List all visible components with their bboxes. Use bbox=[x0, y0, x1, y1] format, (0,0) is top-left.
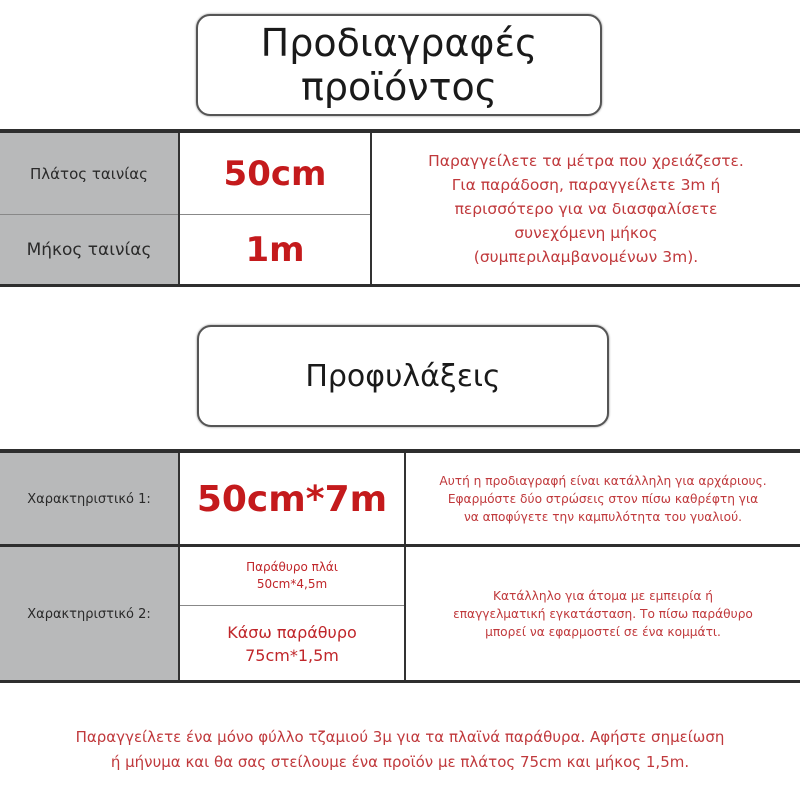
table-border-bottom bbox=[0, 284, 800, 287]
label-feature2: Χαρακτηριστικό 2: bbox=[27, 606, 151, 622]
value-length: 1m bbox=[245, 229, 305, 270]
feature2-note-line: Κατάλληλο για άτομα με εμπειρία ή bbox=[493, 589, 713, 603]
option-side-size: 50cm*4,5m bbox=[256, 577, 328, 591]
spec-note-line: (συμπεριλαμβανομένων 3m). bbox=[473, 248, 699, 266]
option-side-name: Παράθυρο πλάι bbox=[246, 560, 338, 574]
precautions-title-box bbox=[197, 325, 609, 427]
feature2-option-side bbox=[180, 547, 404, 605]
spec-note-line: Για παράδοση, παραγγείλετε 3m ή bbox=[451, 176, 721, 194]
feature2-note-line: επαγγελματική εγκατάσταση. Το πίσω παράθυρο bbox=[453, 607, 753, 621]
feature1-note-line: Αυτή η προδιαγραφή είναι κατάλληλη για αρχάριους. bbox=[439, 474, 767, 488]
feature1-note-line: Εφαρμόστε δύο στρώσεις στον πίσω καθρέφτη για bbox=[447, 492, 759, 506]
value-feature1: 50cm*7m bbox=[196, 478, 388, 520]
precautions-title: Προφυλάξεις bbox=[305, 358, 501, 394]
option-rear-name: Κάσω παράθυρο bbox=[227, 622, 357, 642]
spec-title-line1: Προδιαγραφές bbox=[260, 21, 538, 65]
label-cell-feature1 bbox=[0, 453, 178, 545]
spec-note-line: συνεχόμενη μήκος bbox=[514, 224, 658, 242]
feature2-option-rear bbox=[180, 606, 404, 681]
footer-note-line1: Παραγγείλετε ένα μόνο φύλλο τζαμιού 3μ για τα πλαϊνά παράθυρα. Αφήστε σημείωση bbox=[75, 728, 725, 746]
spec-note-line: Παραγγείλετε τα μέτρα που χρειάζεστε. bbox=[428, 152, 744, 170]
spec-note-line: περισσότερο για να διασφαλίσετε bbox=[454, 200, 718, 218]
footer-note-line2: ή μήνυμα και θα σας στείλουμε ένα προϊόν με πλάτος 75cm και μήκος 1,5m. bbox=[110, 753, 690, 771]
label-cell-width bbox=[0, 133, 178, 214]
label-cell-length bbox=[0, 215, 178, 284]
option-rear-size: 75cm*1,5m bbox=[245, 645, 339, 665]
label-width: Πλάτος ταινίας bbox=[30, 164, 148, 183]
spec-title-line2: προϊόντος bbox=[300, 65, 497, 109]
label-cell-feature2 bbox=[0, 547, 178, 681]
feature2-note-line: μπορεί να εφαρμοστεί σε ένα κομμάτι. bbox=[485, 625, 721, 639]
table-border-bottom bbox=[0, 680, 800, 683]
feature2-note bbox=[406, 547, 800, 681]
spec-title-box bbox=[196, 14, 602, 116]
label-feature1: Χαρακτηριστικό 1: bbox=[27, 491, 151, 507]
value-width: 50cm bbox=[223, 153, 327, 194]
footer-note bbox=[0, 720, 800, 780]
feature1-note bbox=[406, 453, 800, 545]
label-length: Μήκος ταινίας bbox=[26, 239, 152, 260]
feature1-note-line: να αποφύγετε την καμπυλότητα του γυαλιού. bbox=[463, 510, 743, 524]
spec-note bbox=[372, 133, 800, 285]
